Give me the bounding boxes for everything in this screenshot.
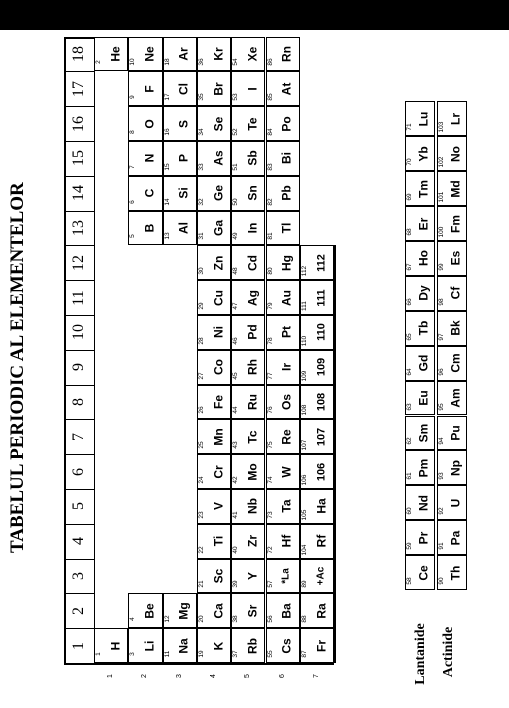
element-symbol: Cu [211,289,226,306]
actinide-symbol: Lr [448,112,463,125]
group-label-11: 11 [70,289,87,306]
table-bottom-border [64,663,334,665]
lanthanide-atomic-number: 60 [406,507,413,515]
element-symbol: Fr [314,639,329,652]
element-atomic-number: 40 [232,545,240,554]
lanthanide-atomic-number: 69 [406,193,413,201]
actinide-atomic-number: 103 [438,121,445,133]
element-atomic-number: 55 [266,650,274,658]
actinide-symbol: Am [448,388,463,408]
actinide-symbol: Bk [448,320,463,336]
element-atomic-number: 26 [197,406,205,415]
lanthanide-symbol: Ho [416,250,431,267]
table-top-border [64,37,94,39]
group-header-gridline [64,176,94,177]
group-label-6: 6 [70,467,87,476]
element-symbol: Po [279,115,294,132]
element-atomic-number: 107 [300,439,308,451]
element-atomic-number: 88 [300,615,308,623]
actinide-atomic-number: 95 [438,402,445,411]
element-atomic-number: 22 [197,545,205,554]
group-label-15: 15 [70,150,87,167]
element-atomic-number: 49 [232,232,240,241]
element-atomic-number: 43 [232,441,240,449]
element-symbol: Ga [211,219,226,237]
element-atomic-number: 85 [266,93,274,101]
element-symbol: Sn [245,185,260,201]
element-symbol: Ar [176,47,191,61]
actinide-symbol: Pu [448,425,463,441]
actinide-symbol: Np [448,459,463,476]
element-atomic-number: 31 [197,232,205,241]
group-header-gridline [64,280,94,281]
lanthanide-symbol: Tm [416,179,431,198]
group-label-12: 12 [70,254,87,271]
element-symbol: Br [211,82,226,96]
element-symbol: C [142,188,157,198]
element-atomic-number: 73 [266,511,274,519]
element-atomic-number: 23 [197,511,205,519]
element-symbol: Y [245,571,260,581]
element-atomic-number: 52 [232,128,240,136]
element-symbol: P [176,154,191,163]
lanthanide-atomic-number: 68 [406,228,413,236]
group-label-3: 3 [70,572,87,580]
actinide-atomic-number: 99 [438,263,445,271]
element-symbol: Al [176,222,191,235]
element-atomic-number: 79 [266,302,274,310]
element-symbol: Sb [245,150,260,167]
element-symbol: S [176,119,191,128]
group-label-13: 13 [70,220,87,236]
element-atomic-number: 38 [232,615,240,623]
element-symbol: Sr [245,604,260,618]
element-atomic-number: 84 [266,128,274,136]
element-atomic-number: 53 [232,93,240,101]
element-atomic-number: 11 [163,650,171,658]
element-symbol: Ta [279,499,294,513]
actinide-atomic-number: 90 [438,577,445,585]
actinide-symbol: Md [448,179,463,198]
lanthanide-label: Lantanide [413,623,428,685]
element-atomic-number: 19 [197,650,205,658]
lanthanide-atomic-number: 64 [406,367,413,376]
lanthanide-atomic-number: 66 [406,298,413,306]
element-symbol: He [108,46,123,62]
element-symbol: K [211,641,226,650]
period-label-3: 3 [175,674,183,678]
element-atomic-number: 3 [129,652,137,656]
element-symbol: Ca [211,603,226,619]
element-atomic-number: 76 [266,406,274,415]
element-atomic-number: 24 [197,476,205,484]
element-atomic-number: 39 [232,580,240,589]
element-symbol: 106 [315,462,328,481]
lanthanide-symbol: Tb [416,320,431,336]
element-symbol: H [108,641,123,650]
element-atomic-number: 29 [197,302,205,310]
group-header-gridline [64,524,94,525]
element-atomic-number: 33 [197,163,205,171]
group-header-gridline [64,628,94,629]
element-atomic-number: 2 [95,60,102,65]
element-symbol: Li [142,640,157,651]
actinide-atomic-number: 102 [438,156,445,168]
element-atomic-number: 30 [197,267,205,275]
element-atomic-number: 14 [163,197,171,206]
lanthanide-symbol: Yb [416,146,431,162]
element-atomic-number: 74 [266,476,274,484]
lanthanide-atomic-number: 71 [406,123,413,131]
group-label-14: 14 [70,185,87,202]
element-symbol: Tc [245,430,260,444]
element-atomic-number: 16 [163,128,171,136]
group-header-gridline [64,419,94,420]
element-atomic-number: 37 [232,650,240,658]
element-symbol: Mn [211,428,226,446]
element-atomic-number: 18 [163,58,171,67]
element-atomic-number: 1 [95,652,102,656]
element-symbol: Ra [314,603,329,619]
period-label-1: 1 [107,674,115,678]
element-atomic-number: 78 [266,337,274,345]
lanthanide-atomic-number: 63 [406,402,413,411]
element-symbol: I [245,87,260,91]
lanthanide-symbol: Pm [416,458,431,478]
period-label-5: 5 [244,674,252,678]
element-symbol: Hg [279,254,294,271]
element-atomic-number: 75 [266,441,274,449]
element-atomic-number: 106 [300,474,308,486]
lanthanide-atomic-number: 59 [406,542,413,550]
element-atomic-number: 81 [266,232,274,241]
element-symbol: Ag [245,289,260,306]
element-symbol: Sc [211,568,226,584]
actinide-atomic-number: 96 [438,367,445,376]
element-atomic-number: 25 [197,441,205,449]
element-atomic-number: 87 [300,650,308,658]
group-header-gridline [64,71,94,72]
element-symbol: In [245,222,260,234]
element-atomic-number: 111 [300,301,308,311]
element-symbol: F [142,85,157,93]
element-atomic-number: 6 [129,199,137,204]
element-symbol: Co [211,359,226,376]
group-label-5: 5 [70,502,87,511]
element-atomic-number: 47 [232,302,240,310]
element-atomic-number: 108 [300,404,308,416]
element-atomic-number: 35 [197,93,205,101]
group-header-gridline [64,593,94,594]
actinide-symbol: U [448,498,463,508]
element-atomic-number: 12 [163,615,171,623]
element-symbol: Se [211,116,226,131]
element-atomic-number: 110 [300,335,308,346]
group-header-gridline [64,489,94,490]
element-atomic-number: 32 [197,197,205,206]
lanthanide-symbol: Pr [416,531,431,544]
header-column-divider [94,37,95,663]
group-header-gridline [64,559,94,560]
period-label-4: 4 [210,674,218,678]
actinide-symbol: Pa [448,530,463,545]
element-atomic-number: 48 [232,267,240,275]
element-atomic-number: 20 [197,615,205,623]
element-symbol: Pt [279,326,294,339]
lanthanide-symbol: Ce [416,564,431,581]
element-symbol: Nb [245,498,260,515]
element-atomic-number: 56 [266,615,274,623]
element-symbol: Fe [211,394,226,410]
element-atomic-number: 42 [232,476,240,484]
element-symbol: Kr [211,47,226,61]
element-atomic-number: 72 [266,545,274,554]
group-header-gridline [64,106,94,107]
element-atomic-number: 34 [197,128,205,136]
element-symbol: Si [176,187,191,199]
element-atomic-number: 8 [129,130,137,134]
element-atomic-number: 109 [300,370,308,382]
element-atomic-number: 4 [129,617,137,621]
actinide-symbol: Fm [448,214,463,233]
element-atomic-number: 36 [197,58,205,67]
element-symbol: Ti [211,535,226,547]
element-symbol: +Ac [315,566,327,586]
element-symbol: Ha [314,498,329,515]
element-atomic-number: 112 [300,266,308,277]
element-symbol: 107 [315,427,328,446]
element-symbol: Be [142,603,157,619]
actinide-atomic-number: 97 [438,333,445,341]
actinide-atomic-number: 92 [438,507,445,515]
period-label-6: 6 [278,674,286,678]
period-label-2: 2 [141,674,149,678]
element-symbol: Pb [279,185,294,201]
group-header-gridline [64,141,94,142]
element-symbol: 112 [315,253,328,272]
element-atomic-number: 17 [163,93,171,101]
element-atomic-number: 51 [232,163,240,171]
group-header-gridline [64,385,94,386]
lanthanide-symbol: Er [416,217,431,230]
element-symbol: Mo [245,462,260,481]
actinide-symbol: Th [448,565,463,580]
element-atomic-number: 86 [266,58,274,67]
element-symbol: Bi [279,152,294,165]
period-label-7: 7 [312,674,320,678]
group-label-7: 7 [70,432,87,441]
actinide-symbol: Es [448,251,463,266]
element-atomic-number: 50 [232,197,240,206]
element-symbol: As [211,150,226,167]
actinide-symbol: Cm [448,353,463,373]
element-symbol: B [142,223,157,233]
element-atomic-number: 41 [232,511,240,519]
element-symbol: N [142,154,157,163]
group-label-16: 16 [70,115,87,132]
element-symbol: Rf [314,534,329,548]
page-title: TABELUL PERIODIC AL ELEMENTELOR [7,182,28,553]
actinide-symbol: Cf [448,287,463,300]
element-symbol: Ba [279,603,294,619]
element-symbol: V [211,502,226,511]
group-label-2: 2 [70,606,87,615]
group-label-10: 10 [70,324,87,341]
element-symbol: Mg [176,602,191,620]
element-symbol: Hf [279,534,294,548]
actinide-atomic-number: 93 [438,472,445,480]
element-symbol: Pd [245,324,260,341]
lanthanide-symbol: Dy [416,285,431,302]
element-symbol: 109 [315,358,328,377]
element-symbol: Rb [245,637,260,654]
element-symbol: Rh [245,359,260,376]
element-symbol: Cl [176,82,191,95]
group-label-9: 9 [70,363,87,372]
actinide-atomic-number: 91 [438,542,445,550]
group-label-1: 1 [70,641,87,650]
actinide-atomic-number: 101 [438,191,445,203]
element-symbol: *La [280,568,292,584]
group-label-8: 8 [70,398,87,406]
group-label-17: 17 [70,80,87,97]
element-atomic-number: 82 [266,197,274,206]
lanthanide-atomic-number: 70 [406,158,413,166]
element-symbol: Ge [211,185,226,202]
element-atomic-number: 5 [129,234,137,239]
group-header-gridline [64,454,94,455]
element-atomic-number: 46 [232,337,240,345]
actinide-atomic-number: 98 [438,298,445,306]
element-atomic-number: 80 [266,267,274,275]
lanthanide-atomic-number: 62 [406,437,413,446]
element-symbol: Te [245,117,260,131]
lanthanide-symbol: Nd [416,494,431,511]
element-atomic-number: 7 [129,164,137,169]
lanthanide-symbol: Lu [416,111,431,127]
element-symbol: Au [279,289,294,306]
element-atomic-number: 57 [266,580,274,589]
lanthanide-symbol: Sm [416,423,431,443]
group-header-gridline [64,211,94,212]
element-atomic-number: 13 [163,232,171,241]
element-symbol: Ir [279,363,294,372]
element-symbol: Na [176,637,191,654]
group-header-gridline [64,350,94,351]
element-symbol: Cs [279,637,294,654]
element-symbol: Xe [245,46,260,62]
element-atomic-number: 89 [300,580,308,589]
element-symbol: 111 [315,289,328,307]
element-atomic-number: 10 [129,58,137,67]
element-symbol: Ru [245,394,260,411]
element-symbol: Cr [211,464,226,479]
element-atomic-number: 28 [197,337,205,345]
element-symbol: At [279,82,294,96]
lanthanide-symbol: Eu [416,390,431,406]
element-symbol: O [142,118,157,129]
element-symbol: Rn [279,46,294,63]
element-symbol: 110 [315,323,328,342]
element-atomic-number: 44 [232,406,240,415]
actinide-atomic-number: 94 [438,437,445,446]
element-symbol: 108 [315,392,328,412]
lanthanide-atomic-number: 67 [406,263,413,271]
actinide-label: Actinide [441,626,456,678]
element-atomic-number: 83 [266,163,274,171]
element-atomic-number: 27 [197,371,205,380]
lanthanide-atomic-number: 61 [406,472,413,480]
actinide-atomic-number: 100 [438,226,445,238]
group-label-18: 18 [70,46,87,62]
lanthanide-atomic-number: 65 [406,333,413,341]
element-atomic-number: 54 [232,58,240,67]
element-symbol: Cd [245,254,260,271]
element-symbol: Os [279,393,294,411]
element-symbol: Re [279,429,294,445]
element-atomic-number: 9 [129,95,137,99]
actinide-symbol: No [448,145,463,162]
lanthanide-atomic-number: 58 [406,577,413,585]
element-atomic-number: 104 [300,544,308,556]
element-atomic-number: 15 [163,163,171,171]
group-header-gridline [64,245,94,246]
element-symbol: Zn [211,255,226,271]
group-label-4: 4 [70,537,87,546]
lanthanide-symbol: Gd [416,354,431,372]
element-symbol: W [279,465,294,478]
element-atomic-number: 105 [300,509,308,521]
element-symbol: Ni [211,326,226,339]
element-symbol: Tl [279,222,294,234]
table-right-border-lower [334,245,336,663]
element-atomic-number: 45 [232,371,240,380]
element-atomic-number: 21 [197,580,205,589]
element-symbol: Ne [142,46,157,62]
element-symbol: Zr [245,535,260,548]
element-atomic-number: 77 [266,371,274,380]
group-header-gridline [64,315,94,316]
